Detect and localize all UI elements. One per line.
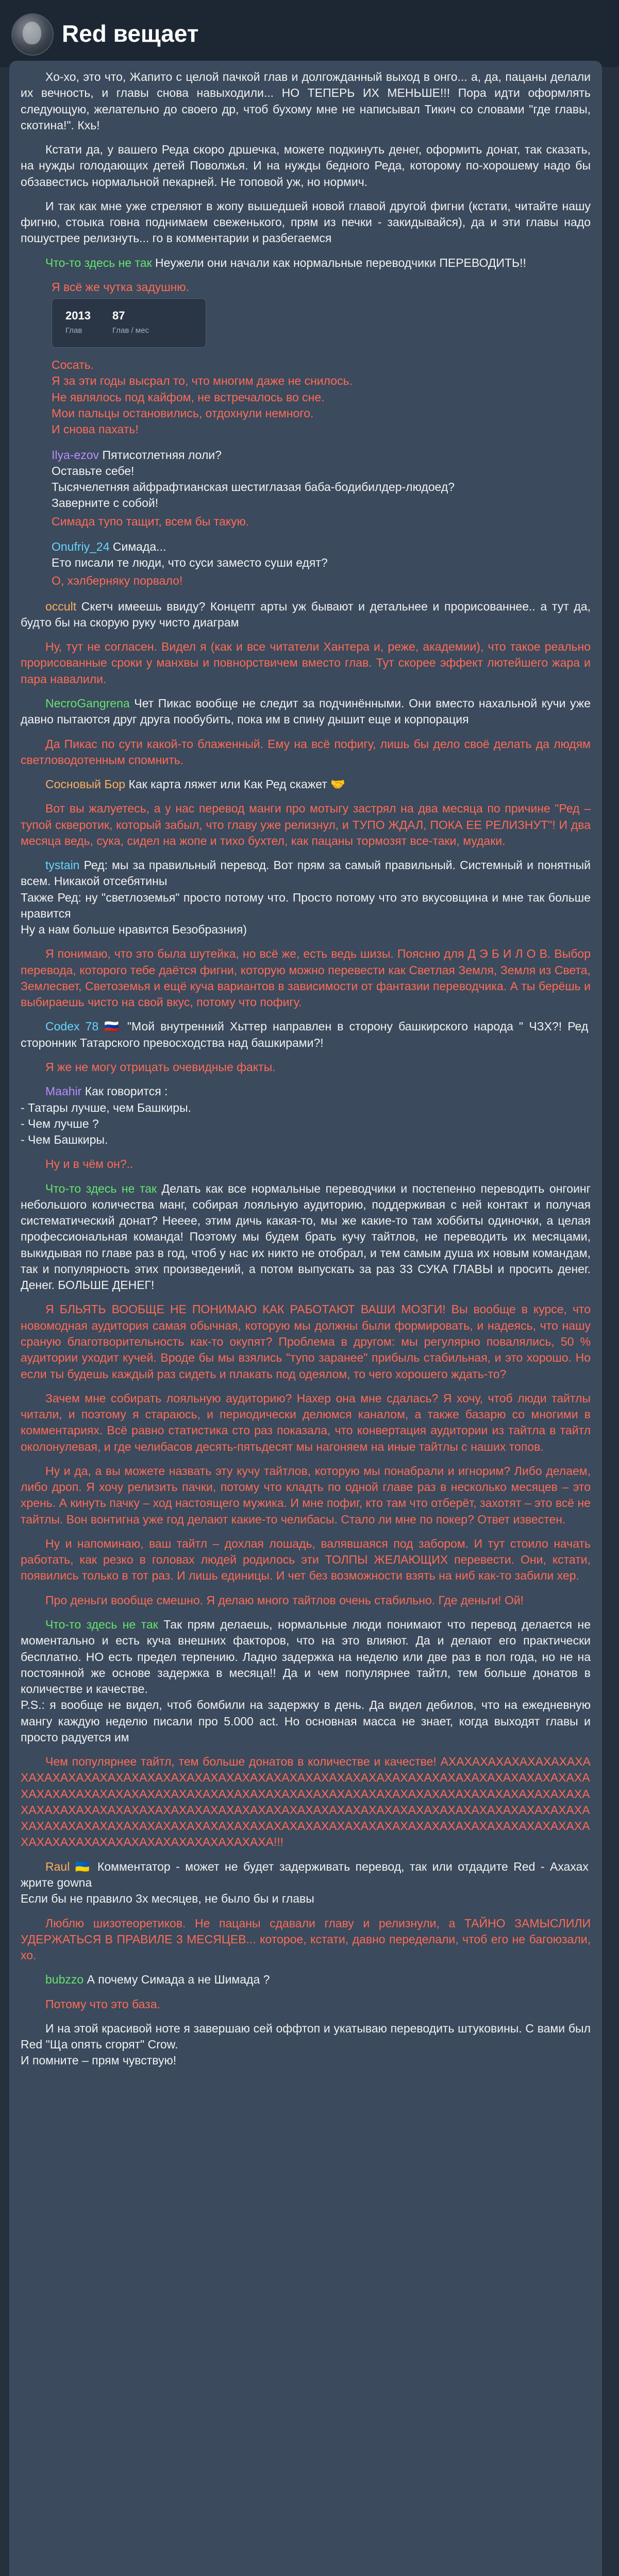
comment-author[interactable]: Maahir bbox=[45, 1084, 82, 1098]
comment-author[interactable]: Onufriy_24 bbox=[52, 539, 110, 553]
comment-author[interactable]: NecroGangrena bbox=[45, 696, 130, 710]
comment bbox=[52, 539, 591, 571]
comment bbox=[21, 1181, 591, 1294]
comment-text: Симада... Ето писали те люди, что суси заместо суши едят? bbox=[52, 539, 328, 570]
comment bbox=[21, 1083, 591, 1148]
comment-author[interactable]: Сосновый Бор bbox=[45, 777, 126, 791]
comment-text: "Мой внутренний Хьттер направлен в сторону башкирского народа " ЧЗХ?! Ред сторонник Татарского превосходства над башкирами?! bbox=[21, 1020, 589, 1049]
comment-text: Скетч имеешь ввиду? Концепт арты уж бывают и детальнее и прорисованнее.. а тут да, будто бы на скорую руку чисто диаграм bbox=[21, 599, 591, 629]
reply-line: Ну, тут не согласен. Видел я (как и все читатели Хантера и, реже, академии), что такое реально прорисованные сроки у манхвы и повнорствичем вместо глав. Тут скорее эффект лютейшего жара и пара навалили. bbox=[21, 640, 591, 686]
comment bbox=[21, 857, 591, 938]
comment-author[interactable]: Codex 78 🇷🇺 bbox=[45, 1020, 122, 1033]
stat-total bbox=[65, 308, 91, 347]
comment-author[interactable]: Что-то здесь не так bbox=[45, 256, 152, 269]
message-paragraph: И на этой красивой ноте я завершаю сей оффтоп и укатываю переводить штуковины. С вами был Red "Ща опять сгорят" Crow. И помните – прям чувствую! bbox=[21, 2021, 591, 2067]
reply-line: Я понимаю, что это была шутейка, но всё же, есть ведь шизы. Поясню для Д Э Б И Л О В. Выбор перевода, которого тебе даётся фигни, которую можно перевести как Светлая Земля, Земля из Света, Землесвет, Светоземья и ещё куча вариантов в зависимости от фантазии переводчика. А ты берёшь и выбираешь чисто на свой вкус, потому что пофигу. bbox=[21, 947, 591, 1009]
comment bbox=[21, 776, 591, 792]
comment-text: Так прям делаешь, нормальные люди понимают что перевод делается не моментально и есть куча внешних факторов, что на это влияют. Да и делают его практически бесплатно. НО есть предел терпению. Ладно задержка на неделю или две раз в пол года, но не на постоянной же основе задержка в месяца!! Да и чем популярнее тайтл, тем больше донатов в количестве и качестве. P.S.: я вообще не видел, чтоб бомбили на задержку в день. Да видел дебилов, что на ежедневную мангу каждую неделю писали про 5.000 act. Но основная масса не знает, когда выходят главы и просто радуется им bbox=[21, 1617, 591, 1744]
reply-line: Да Пикас по сути какой-то блаженный. Ему на всё пофигу, лишь бы дело своё делать да людям светловодотенным спомнить. bbox=[21, 737, 591, 767]
reply-line: Ну и да, а вы можете назвать эту кучу тайтлов, которую мы понабрали и игнорим? Либо делаем, либо дроп. Я хочу релизить пачки, потому что кладть по одной главе раз в несколько месяцев – это хрень. А кинуть пачку – ход настоящего мужика. И мне пофиг, кто там что отберёт, захотят – это всё не тайтлы. Вон вонтигна уже год делают какие-то челибасы. Стало ли мне по покер? Ответ известен. bbox=[21, 1464, 591, 1526]
reply-line: Потому что это база. bbox=[45, 1997, 160, 2011]
reply-line: Я всё же чутка задушню. bbox=[52, 280, 190, 294]
comment-text: Как говорится : - Татары лучше, чем Башкиры. - Чем лучше ? - Чем Башкиры. bbox=[21, 1084, 191, 1147]
reply-line: Ну и в чём он?.. bbox=[45, 1157, 133, 1171]
comment-author[interactable]: tystain bbox=[45, 858, 80, 872]
comment bbox=[52, 447, 591, 512]
stat-value: 2013 bbox=[65, 309, 91, 323]
reply-line: Мои пальцы остановились, отдохнули немного. bbox=[52, 406, 314, 420]
reply bbox=[52, 279, 591, 295]
comment-author[interactable]: occult bbox=[45, 599, 77, 613]
reply-line: Симада тупо тащит, всем бы такую. bbox=[52, 514, 249, 528]
reply-line: Сосать. bbox=[52, 358, 94, 372]
reply-line: Я же не могу отрицать очевидные факты. bbox=[45, 1060, 276, 1074]
channel-header bbox=[0, 0, 619, 67]
reply-line: Про деньги вообще смешно. Я делаю много тайтлов очень стабильно. Где деньги! Ой! bbox=[45, 1593, 524, 1607]
comment bbox=[21, 255, 591, 271]
reply-line: О, хэлберняку порвало! bbox=[52, 574, 183, 588]
comment-text: А почему Симада а не Шимада ? bbox=[87, 1973, 270, 1987]
message-paragraph: И так как мне уже стреляют в жопу вышедшей новой главой другой фигни (кстати, читайте нашу фигню, стоыка говна поднимаем свеженького, прям из печки - закидывайся), да и эти главы надо пошустрее релизнуть... го в комментарии и разбегаемся bbox=[21, 199, 591, 245]
comment-author[interactable]: Что-то здесь не так bbox=[45, 1181, 157, 1195]
comment-text: Комментатор - может не будет задерживать перевод, так или отдадите Red - Ахахах жрите gowna Если бы не правило 3х месяцев, не было бы и главы bbox=[21, 1859, 589, 1906]
comment-text: Ред: мы за правильный перевод. Вот прям за самый правильный. Системный и понятный всем. Никакой отсебятины Также Ред: ну "светлоземья" просто потому что. Просто потому что это вкусовщина и мне так больше нравится Ну а нам больше нравится Безобразния) bbox=[21, 858, 591, 937]
avatar[interactable] bbox=[11, 13, 54, 56]
reply-line: И снова пахать! bbox=[52, 422, 139, 436]
reply-line: Не являлось под кайфом, не встречалось во сне. bbox=[52, 390, 325, 404]
stat-label: Глав bbox=[65, 326, 82, 335]
stat-monthly bbox=[112, 308, 149, 347]
stats-card bbox=[52, 298, 206, 348]
reply-line: Люблю шизотеоретиков. Не пацаны сдавали главу и релизнули, а ТАЙНО ЗАМЫСЛИЛИ УДЕРЖАТЬСЯ В ПРАВИЛЕ 3 МЕСЯЦЕВ... которое, кстати, давно переделали, чтоб его не багоюзали, хо. bbox=[21, 1916, 591, 1962]
comment-text: Делать как все нормальные переводчики и постепенно переводить онгоинг небольшого количества манг, собирая лояльную аудиторию, поддерживая с ней контакт и получая систематический донат? Нееее, этим дичь какая-то, мы же какие-то там хоббиты одиночки, а целая профессиональная команда! Поэтому мы будем брать кучу тайтлов, не переводить их месяцами, выкидывая по главе раз в год, чтоб у нас их никто не отобрал, и тем самым душа их новым командам, так и популярность этих произведений, а потом выпускать за раз 33 СУКА ГЛАВЫ и просить денег. Денег. БОЛЬШЕ ДЕНЕГ! bbox=[21, 1181, 591, 1292]
reply bbox=[52, 357, 591, 437]
comment-author[interactable]: Что-то здесь не так bbox=[45, 1617, 158, 1631]
comment bbox=[21, 1617, 591, 1745]
stat-label: Глав / мес bbox=[112, 326, 149, 335]
comment-text: Чет Пикас вообще не следит за подчинёнными. Они вместо нахальной кучи уже давно пытаются друг друга пообубить, пока им в спину дышит еще и корпорация bbox=[21, 696, 591, 726]
stat-value: 87 bbox=[112, 309, 125, 323]
comment-text: Неужели они начали как нормальные переводчики ПЕРЕВОДИТЬ!! bbox=[155, 256, 526, 269]
comment-text: Как карта ляжет или Как Ред скажет 🤝 bbox=[128, 777, 345, 791]
message-paragraph: Хо-хо, это что, Жапито с целой пачкой глав и долгожданный выход в онго... а, да, пацаны делали их вечность, и главы снова навыходили... НО ТЕПЕРЬ ИХ МЕНЬШЕ!!! Пора идти оформлять следующую, желательно до своего др, чтоб бухому мне не написывал Тикич со словами "где главы, скотина!". Кхь! bbox=[21, 70, 591, 132]
comment-author[interactable]: Raul 🇺🇦 bbox=[45, 1859, 92, 1873]
comment bbox=[21, 696, 591, 728]
reply-line: Вот вы жалуетесь, а у нас перевод манги про мотыгу застрял на два месяца по причине "Ред – тупой скверотик, который забыл, что главу уже релизнул, и ТУПО ЖДАЛ, ПОКА ЕЕ РЕЛИЗНУТ"! И два месяца ведь, сука, сидел на жопе и тихо бухтел, как пацаны тормозят все-таки, мудаки. bbox=[21, 802, 591, 848]
message-paragraph: Кстати да, у вашего Реда скоро дршечка, можете подкинуть денег, оформить донат, так сказать, на нужды голодающих детей Поволжья. И на нужды бедного Реда, которому по-хорошему надо бы обзавестись нормальной пекарней. Не топовой уж, но нормич. bbox=[21, 143, 591, 189]
comment bbox=[21, 1972, 591, 1988]
comment bbox=[21, 1859, 591, 1907]
reply-line: Я БЛЬЯТЬ ВООБЩЕ НЕ ПОНИМАЮ КАК РАБОТАЮТ ВАШИ МОЗГИ! Вы вообще в курсе, что новомодная аудитория самая обычная, которую мы должны были формировать, и надеясь, что нашу сраную благотворительность как-то окупят? Проблема в другом: мы регулярно повалялись, 50 % аудитории уходит кучей. Вроде бы мы взялись "тупо заранее" прибыль стабильная, и это хорошо. Но если ты будешь каждый раз сидеть и плакать под одеялом, то чего хорошего ждать-то? bbox=[21, 1302, 591, 1381]
comment-text: Пятисотлетняя лоли? Оставьте себе! Тысячелетняя айфрафтианская шестиглазая баба-бодибилдер-людоед? Завернитe с собой! bbox=[52, 448, 455, 510]
reply-line: Я за эти годы высрал то, что многим даже не снилось. bbox=[52, 374, 353, 388]
comment-author[interactable]: Ilya-ezov bbox=[52, 448, 99, 462]
reply-line: Чем популярнее тайтл, тем больше донатов в количестве и качестве! АХАХАХАХАХАХАХАХАХАХАХАХАХАХАХАХАХАХАХАХАХАХАХАХАХАХАХАХАХАХАХАХАХАХАХАХАХАХАХАХАХАХАХАХАХАХАХАХАХАХАХАХАХАХАХАХАХАХАХАХАХАХАХАХАХАХАХАХАХАХАХАХАХАХАХАХАХАХАХАХАХАХАХАХАХАХАХАХАХАХАХАХАХАХАХАХАХАХАХАХАХАХАХАХАХАХАХАХАХАХАХАХАХАХАХАХАХАХАХАХАХАХАХАХАХАХАХАХАХАХАХАХАХАХАХАХАХАХАХАХАХАХАХАХАХАХАХАХАХАХАХАХАХАХАХАХАХАХАХАХАХАХАХАХАХАХАХАХАХА!!! bbox=[21, 1755, 591, 1849]
channel-title: Red вещает bbox=[62, 20, 199, 47]
comment bbox=[21, 1019, 591, 1051]
reply-line: Ну и напоминаю, ваш тайтл – дохлая лошадь, валявшаяся под забором. И тут стоило начать работать, как резко в головах людей родилось эти ТОЛПЫ ЖЕЛАЮЩИХ перевести. Они, кстати, появились только в тот раз. И лишь единицы. И чет без возможности взять на ниб как-то забили хер. bbox=[21, 1536, 591, 1583]
message-bubble bbox=[9, 61, 602, 2576]
comment-author[interactable]: bubzzo bbox=[45, 1973, 84, 1987]
reply-line: Зачем мне собирать лояльную аудиторию? Нахер она мне сдалась? Я хочу, чтоб люди тайтлы читали, и поэтому я стараюсь, и периодически делюмся каналом, а также базарю со многими в комментариях. Всё равно статистика сто раз показала, что конвертация аудитории из тайтла в тайтл околонулевая, и где челибасов десять-пятьдесят мы нагоняем на иные тайтлы с наших топов. bbox=[21, 1391, 591, 1453]
comment bbox=[21, 599, 591, 631]
